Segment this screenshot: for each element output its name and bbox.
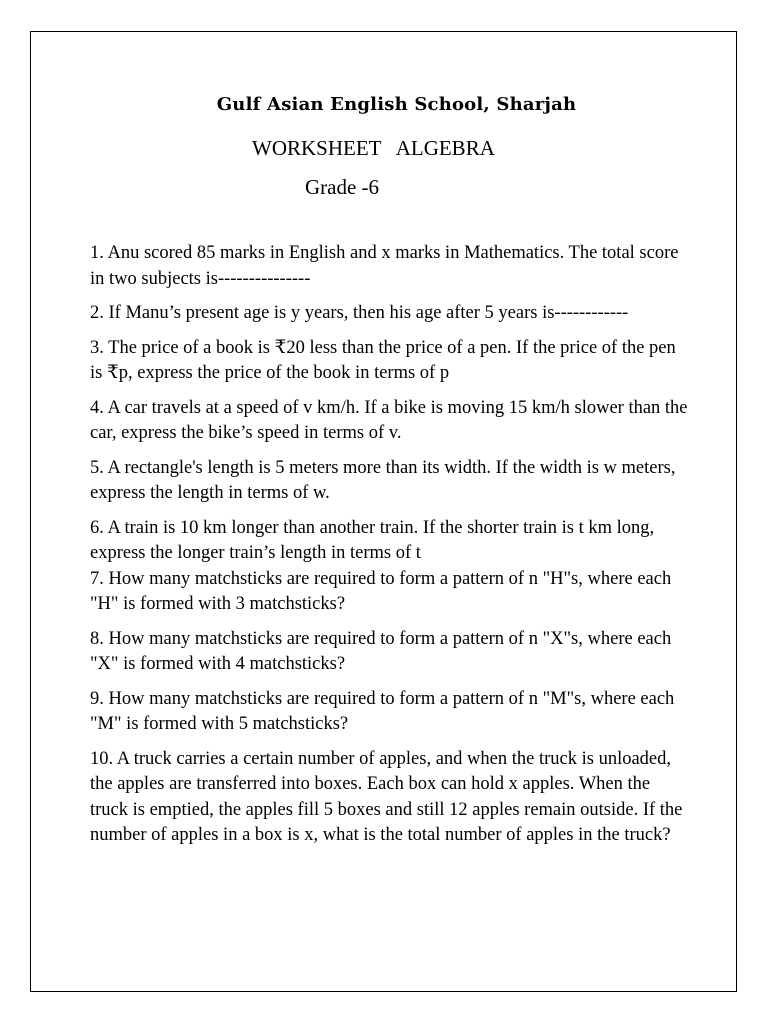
question-6: 6. A train is 10 km longer than another train. If the shorter train is t km long, express the longer train’s length in terms of t (90, 517, 655, 563)
question-2: 2. If Manu’s present age is y years, then his age after 5 years is------------ (90, 303, 629, 323)
question-10: 10. A truck carries a certain number of apples, and when the truck is unloaded, the apples are transferred into boxes. Each box can hold x apples. When the truck is emptied, the apples fill 5 boxes and still 12 apples remain outside. If the number of apples in a box is x, what is the total number of apples in the truck? (90, 748, 683, 845)
grade-label: Grade -6 (305, 175, 380, 199)
question-3: 3. The price of a book is ₹20 less than the price of a pen. If the price of the pen is ₹p, express the price of the book in terms of p (90, 337, 676, 383)
worksheet-title: WORKSHEET ALGEBRA (252, 136, 495, 160)
question-5: 5. A rectangle's length is 5 meters more than its width. If the width is w meters, express the length in terms of w. (90, 457, 676, 503)
question-7: 7. How many matchsticks are required to form a pattern of n "H"s, where each "H" is formed with 3 matchsticks? (90, 568, 672, 614)
school-name: Gulf Asian English School, Sharjah (216, 94, 577, 115)
question-list (90, 241, 690, 858)
question-1: 1. Anu scored 85 marks in English and x marks in Mathematics. The total score in two subjects is--------------- (90, 243, 679, 289)
question-8: 8. How many matchsticks are required to form a pattern of n "X"s, where each "X" is formed with 4 matchsticks? (90, 628, 672, 674)
question-4: 4. A car travels at a speed of v km/h. If a bike is moving 15 km/h slower than the car, express the bike’s speed in terms of v. (90, 397, 688, 443)
question-9: 9. How many matchsticks are required to form a pattern of n "M"s, where each "M" is formed with 5 matchsticks? (90, 688, 675, 734)
